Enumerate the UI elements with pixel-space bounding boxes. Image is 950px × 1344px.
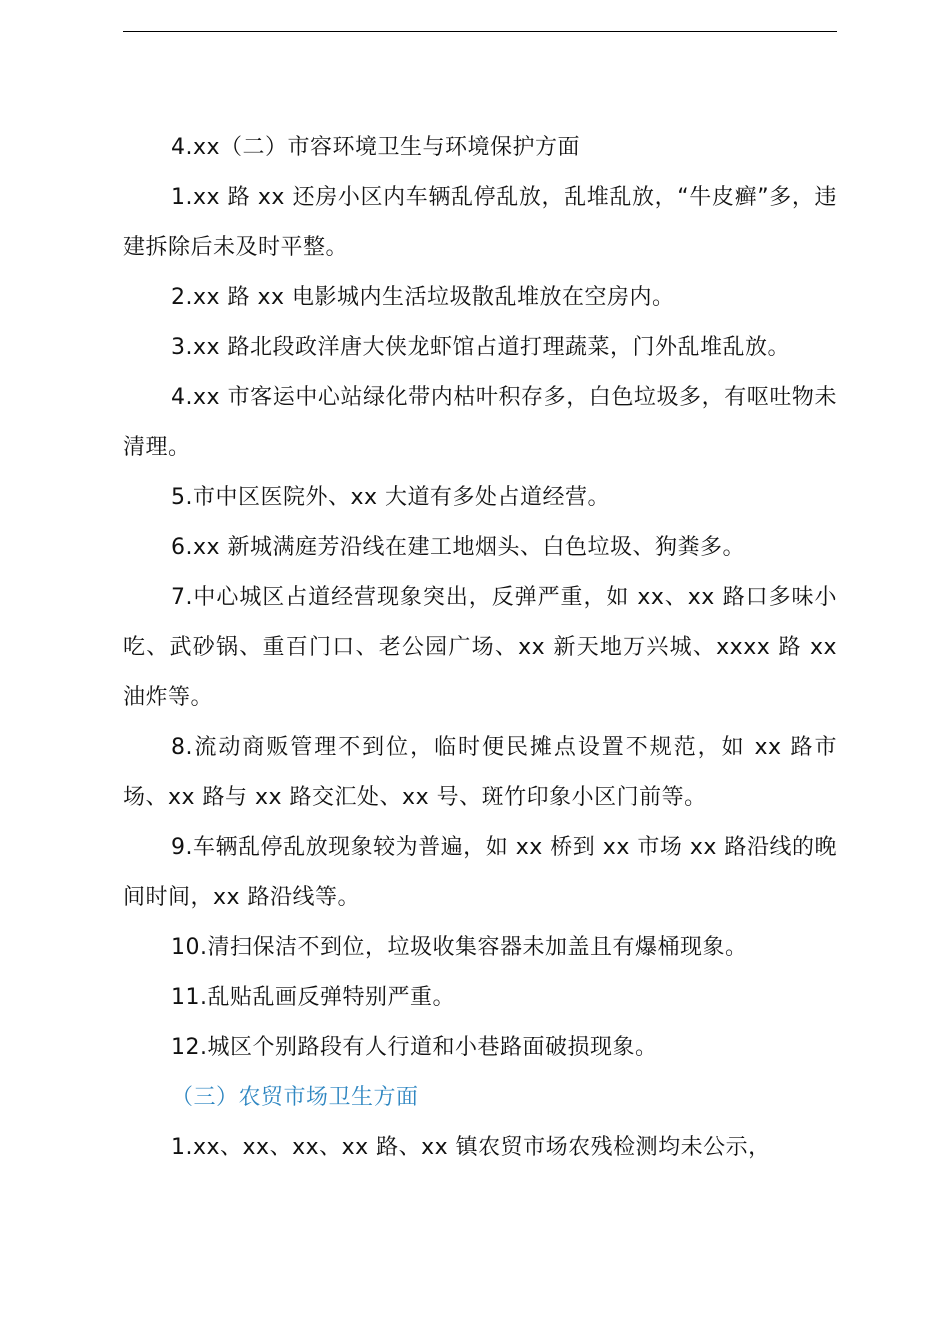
item-6: 6.xx 新城满庭芳沿线在建工地烟头、白色垃圾、狗粪多。: [171, 535, 746, 560]
item-12: 12.城区个别路段有人行道和小巷路面破损现象。: [171, 1035, 658, 1060]
header-rule: [123, 31, 837, 32]
item-8: 8.流动商贩管理不到位，临时便民摊点设置不规范，如 xx 路市场、xx 路与 xx 路交汇处、xx 号、斑竹印象小区门前等。: [123, 735, 837, 810]
item-10: 10.清扫保洁不到位，垃圾收集容器未加盖且有爆桶现象。: [171, 935, 748, 960]
item-1: 1.xx 路 xx 还房小区内车辆乱停乱放，乱堆乱放，“牛皮癣”多，违建拆除后未及时平整。: [123, 185, 837, 260]
item-3: 3.xx 路北段政洋唐大侠龙虾馆占道打理蔬菜，门外乱堆乱放。: [171, 335, 791, 360]
section-3-item-1: 1.xx、xx、xx、xx 路、xx 镇农贸市场农残检测均未公示，: [171, 1135, 771, 1160]
item-9: 9.车辆乱停乱放现象较为普遍，如 xx 桥到 xx 市场 xx 路沿线的晚间时间，xx 路沿线等。: [123, 835, 837, 910]
item-2: 2.xx 路 xx 电影城内生活垃圾散乱堆放在空房内。: [171, 285, 675, 310]
item-7: 7.中心城区占道经营现象突出，反弹严重，如 xx、xx 路口多味小吃、武砂锅、重百门口、老公园广场、xx 新天地万兴城、xxxx 路 xx 油炸等。: [123, 585, 837, 710]
section-heading-2: 4.xx（二）市容环境卫生与环境保护方面: [171, 135, 581, 160]
item-5: 5.市中区医院外、xx 大道有多处占道经营。: [171, 485, 611, 510]
section-heading-3: （三）农贸市场卫生方面: [171, 1085, 419, 1110]
document-body: [123, 123, 837, 1173]
item-4: 4.xx 市客运中心站绿化带内枯叶积存多，白色垃圾多，有呕吐物未清理。: [123, 385, 837, 460]
item-11: 11.乱贴乱画反弹特别严重。: [171, 985, 455, 1010]
